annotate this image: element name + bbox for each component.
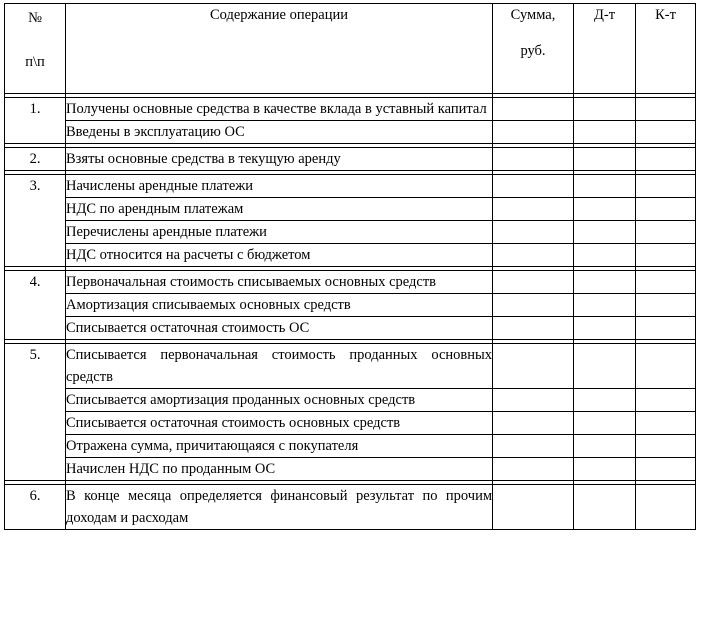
operation-description: Введены в эксплуатацию ОС [66, 121, 493, 144]
credit-cell[interactable] [636, 98, 696, 121]
table-row [5, 271, 696, 294]
operations-body [5, 94, 696, 530]
table-row [5, 221, 696, 244]
credit-cell[interactable] [636, 148, 696, 171]
credit-cell[interactable] [636, 121, 696, 144]
credit-cell[interactable] [636, 344, 696, 389]
sum-cell[interactable] [493, 98, 574, 121]
table-row [5, 389, 696, 412]
sum-cell[interactable] [493, 344, 574, 389]
table-row [5, 148, 696, 171]
header-number-abbr: п\п [25, 54, 45, 70]
operation-description: НДС по арендным платежам [66, 198, 493, 221]
row-number: 1. [5, 98, 66, 144]
debit-cell[interactable] [574, 389, 636, 412]
credit-cell[interactable] [636, 458, 696, 481]
row-number: 2. [5, 148, 66, 171]
operation-description: Начислен НДС по проданным ОС [66, 458, 493, 481]
debit-cell[interactable] [574, 271, 636, 294]
sum-cell[interactable] [493, 389, 574, 412]
table-row [5, 244, 696, 267]
table-row [5, 175, 696, 198]
debit-cell[interactable] [574, 244, 636, 267]
operation-description: НДС относится на расчеты с бюджетом [66, 244, 493, 267]
sum-cell[interactable] [493, 485, 574, 530]
credit-cell[interactable] [636, 271, 696, 294]
debit-cell[interactable] [574, 435, 636, 458]
header-sum [493, 4, 574, 94]
header-sum-line2: руб. [520, 43, 546, 59]
table-row [5, 344, 696, 389]
operations-table [4, 3, 696, 530]
debit-cell[interactable] [574, 412, 636, 435]
sum-cell[interactable] [493, 317, 574, 340]
header-number [5, 4, 66, 94]
credit-cell[interactable] [636, 412, 696, 435]
debit-cell[interactable] [574, 458, 636, 481]
table-row [5, 458, 696, 481]
table-row [5, 121, 696, 144]
debit-cell[interactable] [574, 198, 636, 221]
table-row [5, 485, 696, 530]
sum-cell[interactable] [493, 221, 574, 244]
credit-cell[interactable] [636, 389, 696, 412]
credit-cell[interactable] [636, 435, 696, 458]
credit-cell[interactable] [636, 317, 696, 340]
debit-cell[interactable] [574, 98, 636, 121]
header-content: Содержание операции [66, 4, 493, 94]
debit-cell[interactable] [574, 121, 636, 144]
operation-description: Отражена сумма, причитающаяся с покупателя [66, 435, 493, 458]
debit-cell[interactable] [574, 317, 636, 340]
table-row [5, 412, 696, 435]
operation-description: Взяты основные средства в текущую аренду [66, 148, 493, 171]
debit-cell[interactable] [574, 148, 636, 171]
debit-cell[interactable] [574, 175, 636, 198]
header-row [5, 4, 696, 94]
sum-cell[interactable] [493, 175, 574, 198]
header-number-symbol: № [28, 10, 42, 26]
credit-cell[interactable] [636, 244, 696, 267]
sum-cell[interactable] [493, 198, 574, 221]
sum-cell[interactable] [493, 271, 574, 294]
table-row [5, 98, 696, 121]
debit-cell[interactable] [574, 294, 636, 317]
operation-description: Списывается первоначальная стоимость проданных основных средств [66, 344, 493, 389]
table-row [5, 198, 696, 221]
operation-description: Начислены арендные платежи [66, 175, 493, 198]
credit-cell[interactable] [636, 175, 696, 198]
sum-cell[interactable] [493, 148, 574, 171]
operation-description: Списывается амортизация проданных основных средств [66, 389, 493, 412]
credit-cell[interactable] [636, 221, 696, 244]
operation-description: Списывается остаточная стоимость основных средств [66, 412, 493, 435]
sum-cell[interactable] [493, 121, 574, 144]
operation-description: Амортизация списываемых основных средств [66, 294, 493, 317]
table-row [5, 435, 696, 458]
credit-cell[interactable] [636, 294, 696, 317]
row-number: 3. [5, 175, 66, 267]
table-row [5, 294, 696, 317]
operation-description: В конце месяца определяется финансовый результат по прочим доходам и расходам [66, 485, 493, 530]
operation-description: Списывается остаточная стоимость ОС [66, 317, 493, 340]
debit-cell[interactable] [574, 221, 636, 244]
header-debit: Д-т [574, 4, 636, 94]
header-sum-line1: Сумма, [510, 7, 556, 23]
credit-cell[interactable] [636, 485, 696, 530]
row-number: 5. [5, 344, 66, 481]
debit-cell[interactable] [574, 485, 636, 530]
sum-cell[interactable] [493, 244, 574, 267]
table-row [5, 317, 696, 340]
operation-description: Перечислены арендные платежи [66, 221, 493, 244]
sum-cell[interactable] [493, 458, 574, 481]
operation-description: Получены основные средства в качестве вклада в уставный капитал [66, 98, 493, 121]
credit-cell[interactable] [636, 198, 696, 221]
sum-cell[interactable] [493, 294, 574, 317]
header-credit: К-т [636, 4, 696, 94]
sum-cell[interactable] [493, 435, 574, 458]
sum-cell[interactable] [493, 412, 574, 435]
row-number: 4. [5, 271, 66, 340]
debit-cell[interactable] [574, 344, 636, 389]
operation-description: Первоначальная стоимость списываемых основных средств [66, 271, 493, 294]
row-number: 6. [5, 485, 66, 530]
